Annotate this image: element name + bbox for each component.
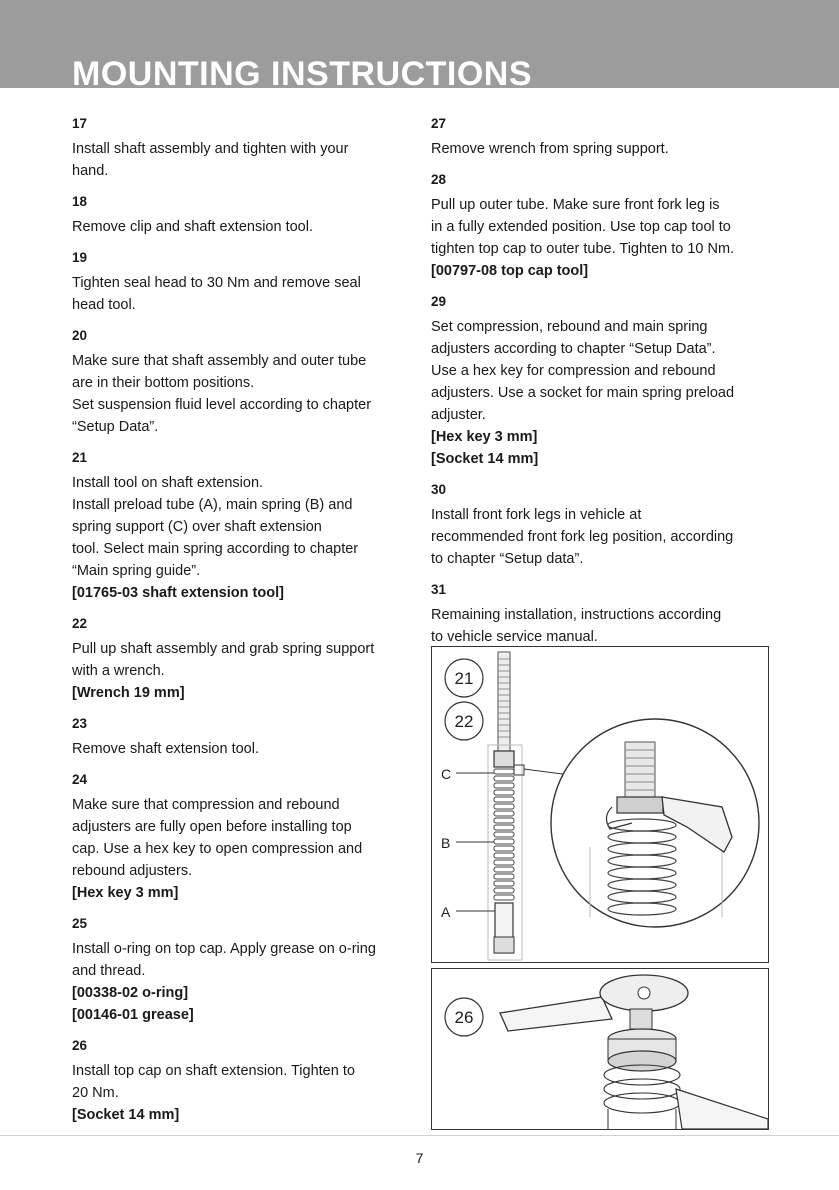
step-text-line: Use a hex key for compression and rebound xyxy=(431,363,716,379)
step-text-line: tool. Select main spring according to chapter xyxy=(72,541,359,557)
step-tool-reference: [Socket 14 mm] xyxy=(72,1107,180,1123)
instruction-step xyxy=(431,114,771,160)
step-number: 19 xyxy=(72,250,88,265)
footer-divider xyxy=(0,1135,839,1136)
instruction-step xyxy=(72,714,412,760)
step-text-line: spring support (C) over shaft extension xyxy=(72,519,322,535)
step-text-line: Install tool on shaft extension. xyxy=(72,475,264,491)
step-tool-reference: [Wrench 19 mm] xyxy=(72,685,185,701)
ratchet-wrench xyxy=(500,975,688,1031)
label-b: B xyxy=(441,835,451,851)
step-text-line: cap. Use a hex key to open compression and xyxy=(72,841,363,857)
instruction-step xyxy=(431,292,771,470)
instruction-step xyxy=(72,114,412,182)
detail-magnifier xyxy=(551,719,759,927)
step-badge-21-label: 21 xyxy=(454,669,474,688)
instruction-step xyxy=(72,614,412,704)
spring-support xyxy=(494,751,514,767)
step-number: 27 xyxy=(431,116,447,131)
step-text-line: are in their bottom positions. xyxy=(72,375,255,391)
top-cap-illustration xyxy=(432,969,768,1129)
instruction-step xyxy=(72,448,412,604)
step-tool-reference: [00146-01 grease] xyxy=(72,1007,194,1023)
figure-spring-assembly xyxy=(431,646,769,963)
step-tool-reference: [00797-08 top cap tool] xyxy=(431,263,589,279)
instruction-step xyxy=(72,914,412,1026)
step-number: 21 xyxy=(72,450,88,465)
step-text-line: Pull up outer tube. Make sure front fork leg is xyxy=(431,197,720,213)
step-number: 28 xyxy=(431,172,447,187)
step-number: 17 xyxy=(72,116,88,131)
step-text-line: in a fully extended position. Use top cap tool to xyxy=(431,219,731,235)
step-tool-reference: [00338-02 o-ring] xyxy=(72,985,189,1001)
step-text-line: recommended front fork leg position, according xyxy=(431,529,734,545)
label-c: C xyxy=(441,766,452,782)
step-text-line: “Main spring guide”. xyxy=(72,563,201,579)
top-cap xyxy=(604,1029,680,1129)
step-number: 29 xyxy=(431,294,447,309)
step-tool-reference: [Hex key 3 mm] xyxy=(72,885,179,901)
instruction-step xyxy=(431,580,771,648)
step-text-line: Install shaft assembly and tighten with your xyxy=(72,141,349,157)
step-text-line: Tighten seal head to 30 Nm and remove seal xyxy=(72,275,361,291)
step-number: 30 xyxy=(431,482,447,497)
step-tool-reference: [Socket 14 mm] xyxy=(431,451,539,467)
step-text-line: Install front fork legs in vehicle at xyxy=(431,507,642,523)
step-text-line: Make sure that compression and rebound xyxy=(72,797,340,813)
step-text-line: hand. xyxy=(72,163,109,179)
step-text-line: Remaining installation, instructions according xyxy=(431,607,722,623)
step-text-line: Install preload tube (A), main spring (B) and xyxy=(72,497,353,513)
spring-assembly-illustration xyxy=(432,647,768,962)
step-text-line: Pull up shaft assembly and grab spring support xyxy=(72,641,375,657)
instruction-step xyxy=(72,770,412,904)
instruction-step xyxy=(431,170,771,282)
step-text-line: tighten top cap to outer tube. Tighten to 10 Nm. xyxy=(431,241,735,257)
step-text-line: Install o-ring on top cap. Apply grease on o-ring xyxy=(72,941,376,957)
step-text-line: Set suspension fluid level according to chapter xyxy=(72,397,372,413)
instruction-step xyxy=(72,248,412,316)
page-number: 7 xyxy=(415,1150,424,1166)
step-text-line: with a wrench. xyxy=(72,663,165,679)
step-text-line: Remove shaft extension tool. xyxy=(72,741,259,757)
step-text-line: and thread. xyxy=(72,963,146,979)
step-badge-26-label: 26 xyxy=(454,1008,474,1027)
step-text-line: adjuster. xyxy=(431,407,486,423)
instruction-step xyxy=(431,480,771,570)
step-text-line: 20 Nm. xyxy=(72,1085,119,1101)
instruction-step xyxy=(72,192,412,238)
step-number: 24 xyxy=(72,772,88,787)
step-text-line: Make sure that shaft assembly and outer tube xyxy=(72,353,367,369)
instruction-step xyxy=(72,1036,412,1126)
preload-tube-base xyxy=(494,937,514,953)
step-text-line: adjusters. Use a socket for main spring preload xyxy=(431,385,735,401)
step-tool-reference: [Hex key 3 mm] xyxy=(431,429,538,445)
step-text-line: to vehicle service manual. xyxy=(431,629,598,645)
step-text-line: Remove clip and shaft extension tool. xyxy=(72,219,313,235)
step-text-line: Set compression, rebound and main spring xyxy=(431,319,708,335)
step-tool-reference: [01765-03 shaft extension tool] xyxy=(72,585,284,601)
holding-wrench xyxy=(676,1089,768,1129)
step-text-line: adjusters are fully open before installing top xyxy=(72,819,352,835)
page-header xyxy=(0,0,839,88)
page-title: MOUNTING INSTRUCTIONS xyxy=(72,55,533,88)
step-text-line: “Setup Data”. xyxy=(72,419,159,435)
step-number: 18 xyxy=(72,194,88,209)
step-number: 22 xyxy=(72,616,88,631)
step-text-line: to chapter “Setup data”. xyxy=(431,551,584,567)
label-a: A xyxy=(441,904,451,920)
instruction-step xyxy=(72,326,412,438)
step-text-line: Install top cap on shaft extension. Tighten to xyxy=(72,1063,355,1079)
step-number: 25 xyxy=(72,916,88,931)
step-text-line: head tool. xyxy=(72,297,136,313)
left-column xyxy=(72,114,412,1136)
step-text-line: rebound adjusters. xyxy=(72,863,193,879)
right-column xyxy=(431,114,771,658)
step-badge-22-label: 22 xyxy=(454,712,474,731)
step-number: 31 xyxy=(431,582,447,597)
shaft-extension-tool xyxy=(498,652,510,752)
step-text-line: Remove wrench from spring support. xyxy=(431,141,669,157)
step-text-line: adjusters according to chapter “Setup Data”. xyxy=(431,341,716,357)
main-spring xyxy=(494,769,514,900)
step-number: 20 xyxy=(72,328,88,343)
step-number: 26 xyxy=(72,1038,88,1053)
step-number: 23 xyxy=(72,716,88,731)
figure-top-cap xyxy=(431,968,769,1130)
